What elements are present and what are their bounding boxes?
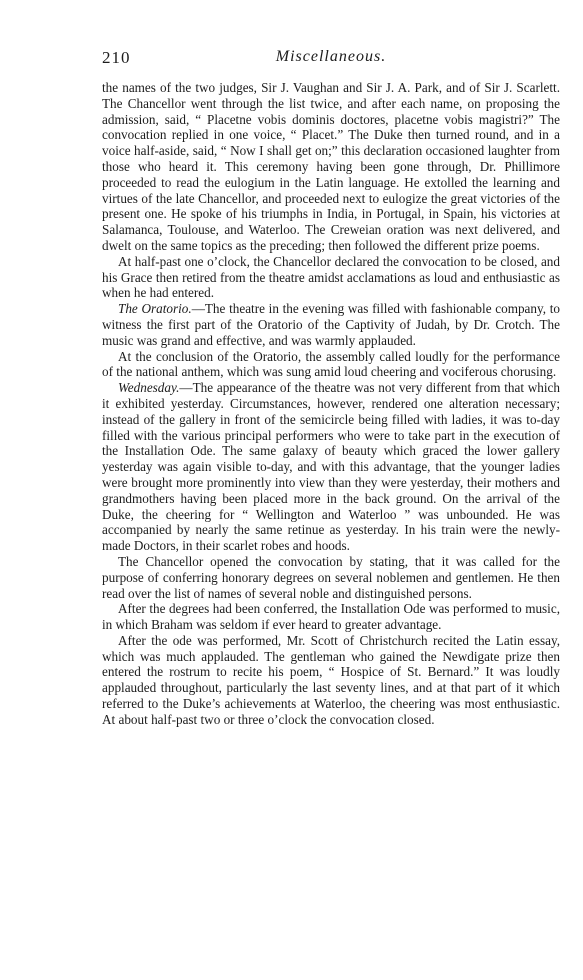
paragraph-text: At the conclusion of the Oratorio, the assembly called loudly for the performance of the national anthem, which was sung amid loud cheering and vociferous chorusing. xyxy=(102,348,560,380)
section-title: Miscellaneous. xyxy=(275,48,387,65)
paragraph-heading: The Oratorio. xyxy=(118,301,192,317)
paragraph xyxy=(102,349,560,381)
paragraph xyxy=(102,601,560,633)
paragraph xyxy=(102,380,560,554)
paragraph-heading: Wednesday. xyxy=(118,380,180,396)
body-text xyxy=(102,80,560,728)
paragraph-text: The Chancellor opened the convocation by stating, that it was called for the purpose of conferring honorary degrees on several noblemen and gentlemen. He then read over the list of names of several noble and distinguished persons. xyxy=(102,553,560,601)
paragraph-text: At half-past one o’clock, the Chancellor declared the convocation to be closed, and his Grace then retired from the theatre amidst acclamations as loud and enthusiastic as when he had entered. xyxy=(102,253,560,301)
paragraph-text: —The theatre in the evening was filled with fashionable company, to witness the first part of the Oratorio of the Captivity of Judah, by Dr. Crotch. The music was grand and effective, and was warmly applauded. xyxy=(102,301,560,348)
paragraph xyxy=(102,633,560,728)
paragraph xyxy=(102,301,560,348)
paragraph-text: the names of the two judges, Sir J. Vaughan and Sir J. A. Park, and of Sir J. Scarlett. The Chancellor went through the list twice, and after each name, on proposing the admission, said, “ Placetne vobis dominis doctores, placetne vobis magistri?” The convocation replied in one voice, “ Placet.” The Duke then turned round, and in a voice half-aside, said, “ Now I shall get on;” this declaration occasioned laughter from those who heard it. This ceremony having been gone through, Dr. Phillimore proceeded to read the eulogium in the Latin language. He extolled the learning and virtues of the late Chancellor, and proceeded next to eulogize the great victories of the present one. He spoke of his triumphs in India, in Portugal, in Spain, his victories at Salamanca, Toulouse, and Waterloo. The Creweian oration was next delivered, and dwelt on the same topics as the preceding; then followed the different prize poems. xyxy=(102,80,560,253)
page-number: 210 xyxy=(102,48,131,67)
paragraph-text: —The appearance of the theatre was not very different from that which it exhibited yesterday. Circumstances, however, rendered one alteration necessary; instead of the gallery in front of the semicircle being filled with ladies, it was to-day filled with the various principal performers who were to take part in the execution of the Installation Ode. The same galaxy of beauty which graced the lower gallery yesterday was again visible to-day, and with this advantage, that the younger ladies were brought more prominently into view than they were yesterday, their mothers and grandmothers having been placed more in the back ground. On the arrival of the Duke, the cheering for “ Wellington and Waterloo ” was unbounded. He was accompanied by nearly the same retinue as yesterday. In his train were the newly-made Doctors, in their scarlet robes and hoods. xyxy=(102,380,560,554)
paragraph-text: After the ode was performed, Mr. Scott of Christchurch recited the Latin essay, which was much applauded. The gentleman who gained the Newdigate prize then entered the rostrum to recite his poem, “ Hospice of St. Bernard.” It was loudly applauded throughout, particularly the last seventy lines, and at that part of it which referred to the Duke’s achievements at Waterloo, the cheering was most enthusiastic. At about half-past two or three o’clock the convocation closed. xyxy=(102,632,560,727)
paragraph xyxy=(102,554,560,601)
paragraph xyxy=(102,254,560,301)
book-page xyxy=(102,48,560,728)
paragraph xyxy=(102,80,560,254)
running-head xyxy=(102,48,560,70)
paragraph-text: After the degrees had been conferred, the Installation Ode was performed to music, in which Braham was seldom if ever heard to greater advantage. xyxy=(102,601,560,633)
